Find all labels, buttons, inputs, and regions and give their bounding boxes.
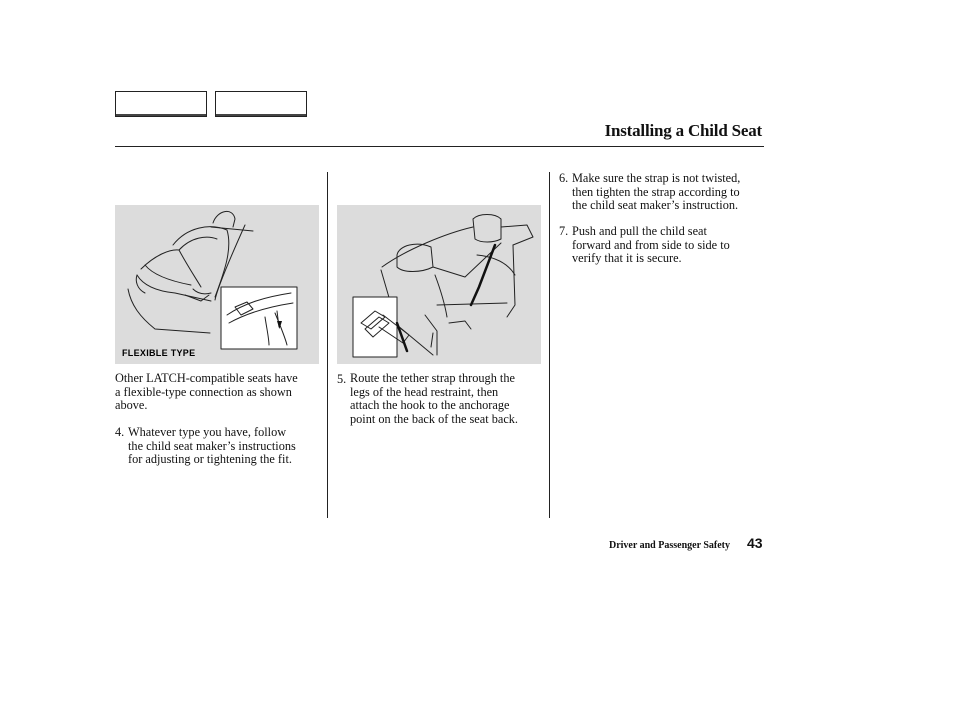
figure-caption: FLEXIBLE TYPE xyxy=(122,348,196,358)
text-line: Make sure the strap is not twisted, xyxy=(572,171,741,185)
text-line: legs of the head restraint, then xyxy=(350,384,499,399)
intro-paragraph xyxy=(115,372,298,413)
text-line: forward and from side to side to xyxy=(572,237,730,252)
title-rule xyxy=(115,146,764,147)
text-line: Push and pull the child seat xyxy=(572,224,707,238)
text-line: Other LATCH-compatible seats have xyxy=(115,371,298,385)
step-number: 6. xyxy=(559,171,569,185)
nav-button-previous[interactable] xyxy=(115,91,207,117)
tether-strap-figure xyxy=(337,205,541,364)
text-line: the child seat maker’s instruction. xyxy=(572,198,739,213)
text-line: Route the tether strap through the xyxy=(350,371,515,385)
text-line: attach the hook to the anchorage xyxy=(350,398,510,413)
column-divider-1 xyxy=(327,172,328,518)
step-number: 7. xyxy=(559,224,569,238)
text-line: verify that it is secure. xyxy=(572,251,682,266)
text-line: above. xyxy=(115,398,148,413)
step-number: 4. xyxy=(115,425,125,439)
text-line: for adjusting or tightening the fit. xyxy=(128,452,292,467)
text-line: Whatever type you have, follow xyxy=(128,425,287,439)
footer-section-label: Driver and Passenger Safety xyxy=(608,540,730,551)
nav-button-next[interactable] xyxy=(215,91,307,117)
column-divider-2 xyxy=(549,172,550,518)
page-title: Installing a Child Seat xyxy=(604,121,762,140)
text-line: a flexible-type connection as shown xyxy=(115,384,292,399)
step-number: 5. xyxy=(337,372,347,386)
child-seat-illustration xyxy=(115,205,319,364)
flexible-type-figure xyxy=(115,205,319,364)
text-line: the child seat maker’s instructions xyxy=(128,438,296,453)
text-line: then tighten the strap according to xyxy=(572,184,740,199)
text-line: point on the back of the seat back. xyxy=(350,411,519,426)
page-number: 43 xyxy=(747,535,763,551)
tether-illustration xyxy=(337,205,541,364)
